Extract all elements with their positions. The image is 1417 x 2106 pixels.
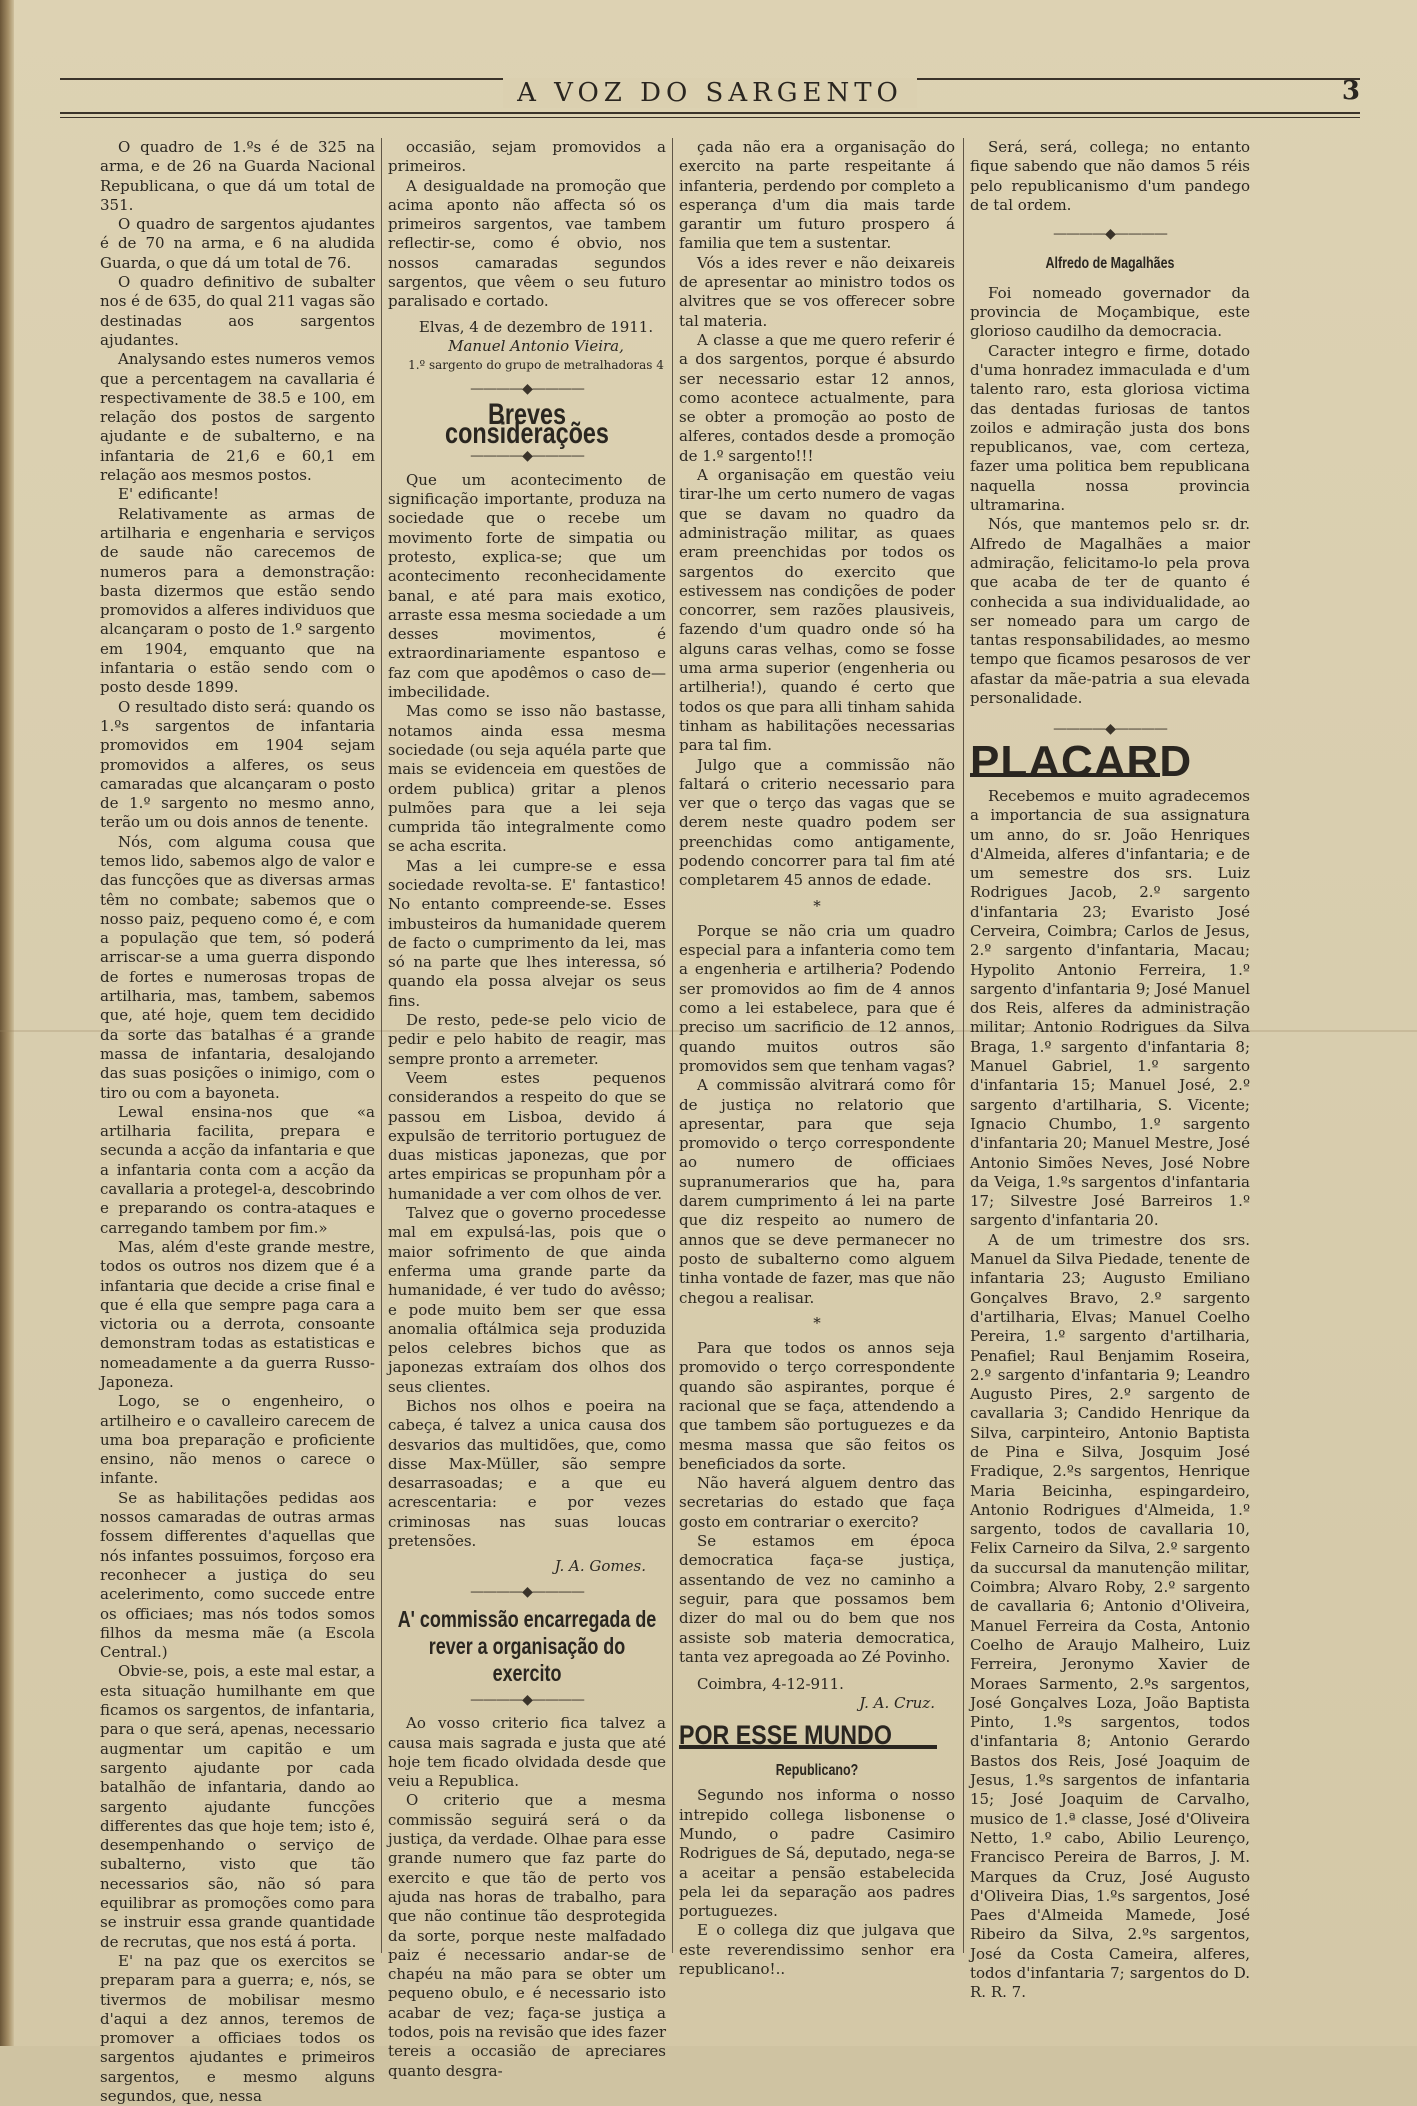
paragraph: Que um acontecimento de significação importante, produza na sociedade que o recebe um movimento forte de simpatia ou protesto, explica-se; que um acontecimento reconhecidamente banal, e até para mais exotico, arraste essa mesma sociedade a um desses movimentos, é extraordinariamente espantoso e faz com que apodêmos o caso de—imbecilidade. — [388, 470, 666, 702]
paragraph: Vós a ides rever e não deixareis de apresentar ao ministro todos os alvitres que se vos offerecer sobre tal materia. — [679, 253, 955, 330]
paragraph: E' na paz que os exercitos se preparam para a guerra; e, nós, se tivermos de mobilisar mesmo d'aqui a dez annos, teremos de promover a officiaes todos os sargentos ajudantes e primeiros sargentos, e mesmo alguns segundos, que, nessa — [100, 1951, 375, 2105]
paragraph: occasião, sejam promovidos a primeiros. — [388, 138, 666, 176]
paragraph: Veem estes pequenos considerandos a respeito do que se passou em Lisboa, devido á expulsão de territorio portuguez de duas misticas japonezas, que por artes empiricas se propunham pôr a humanidade a ver com olhos de ver. — [388, 1068, 666, 1203]
paragraph: Foi nomeado governador da provincia de Moçambique, este glorioso caudilho da democracia. — [970, 283, 1250, 341]
ornament-divider: ————◆———— — [1053, 226, 1167, 243]
paragraph: Para que todos os annos seja promovido o terço correspondente quando são aspirantes, porque é racional que se faça, attendendo a que tambem são portuguezes e da mesma massa que são feitos os beneficiados da sorte. — [679, 1339, 955, 1473]
article-heading: Breves considerações — [445, 397, 609, 451]
column-divider — [381, 138, 382, 1953]
dateline: Elvas, 4 de dezembro de 1911. — [418, 317, 654, 336]
paragraph: A classe a que me quero referir é a dos sargentos, porque é absurdo ser necessario estar 12 annos, como acontece actualmente, para se obter a promoção ao posto de alferes, contados desde a promoção de 1.º sargento!!! — [679, 330, 955, 465]
article-subheading: Republicano? — [775, 1762, 859, 1780]
paragraph: çada não era a organisação do exercito na parte respeitante á infanteria, perdendo por completo a esperança d'um dia mais tarde garantir um futuro prospero á familia que tem a sustentar. — [679, 138, 955, 253]
column-4 — [970, 138, 1250, 2018]
paragraph: A de um trimestre dos srs. Manuel da Silva Piedade, tenente de infantaria 23; Augusto Emiliano Gonçalves Bravo, 2.º sargento d'artilharia, Elvas; Manuel Coelho Pereira, 1.º sargento d'artilharia, Penafiel; Raul Benjamim Roseira, 2.º sargento d'infantaria 9; Leandro Augusto Pires, 2.º sargento de cavallaria 3; Candido Henrique da Silva, carpinteiro, Antonio Baptista de Pina e Silva, Josquim José Fradique, 2.ºs sargentos, Henrique Maria Beicinha, espingardeiro, Antonio Rodrigues d'Almeida, 1.º sargento, todos de cavallaria 10, Felix Carneiro da Silva, 2.º sargento da succursal da manutenção militar, Coimbra; Alvaro Roby, 2.º sargento de cavallaria 6; Antonio d'Oliveira, Manuel Ferreira da Costa, Antonio Coelho de Araujo Malheiro, Luiz Ferreira, Jeronymo Xavier de Moraes Sarmento, 2.ºs sargentos, José Gonçalves Loza, João Baptista Pinto, 1.ºs sargentos, todos d'infantaria 8; Antonio Gerardo Bastos dos Reis, José Joaquim de Jesus, 1.ºs sargentos de infantaria 15; José Joaquim de Carvalho, musico de 1.ª classe, José d'Oliveira Netto, 1.º cabo, Abilio Leurenço, Francisco Pereira de Barros, J. M. Marques da Cruz, José Augusto d'Oliveira Dias, 1.ºs sargentos, José Paes d'Almeida Mamede, José Ribeiro da Silva, 2.ºs sargentos, José da Costa Cameira, alferes, todos d'infantaria 7; sargentos do D. R. R. 7. — [970, 1230, 1250, 2002]
section-heading: POR ESSE MUNDO — [679, 1726, 937, 1749]
ornament-divider: ————◆———— — [470, 448, 584, 465]
paragraph: Será, será, collega; no entanto fique sabendo que não damos 5 réis pelo republicanismo d'um pandego de tal ordem. — [970, 138, 1250, 214]
paragraph: O resultado disto será: quando os 1.ºs sargentos de infantaria promovidos em 1904 sejam promovidos a alferes, os seus camaradas que alcançaram o posto de 1.º sargento no mesmo anno, terão um ou dois annos de tenente. — [100, 697, 375, 832]
column-divider — [963, 138, 964, 1953]
column-1 — [100, 138, 375, 2105]
paragraph: O quadro de sargentos ajudantes é de 70 na arma, e 6 na aludida Guarda, o que dá um total de 76. — [100, 215, 375, 272]
binding-edge — [0, 0, 14, 2046]
author-signature: J. A. Cruz. — [859, 1694, 935, 1713]
paragraph: Nós, com alguma cousa que temos lido, sabemos algo de valor e das funcções que as diversas armas têm no combate; sabemos que o nosso paiz, pequeno como é, e com a população que tem, só poderá arriscar-se a uma guerra dispondo de fortes e numerosas tropas de artilharia, mas, tambem, sabemos que, até hoje, quem tem decidido da sorte das batalhas é a grande massa de infantaria, desalojando das suas posições o inimigo, com o tiro ou com a bayoneta. — [100, 832, 375, 1102]
column-3 — [679, 138, 955, 2018]
ornament-divider: ————◆———— — [470, 380, 584, 397]
paragraph: Mas a lei cumpre-se e essa sociedade revolta-se. E' fantastico! No entanto compreende-se. Esses imbusteiros da humanidade querem de facto o cumprimento da lei, mas só na parte que lhes interessa, só quando ela possa alvejar os seus fins. — [388, 856, 666, 1010]
section-heading: PLACARD — [970, 736, 1193, 786]
paragraph: Mas, além d'este grande mestre, todos os outros nos dizem que é a infantaria que decide a crise final e que é ella que sempre paga cara a victoria ou a derrota, consoante demonstram todas as estatisticas e nomeadamente a da guerra Russo-Japoneza. — [100, 1237, 375, 1391]
paragraph: A commissão alvitrará como fôr de justiça no relatorio que apresentar, para que seja promovido o terço correspondente ao numero de officiaes supranumerarios que ha, para darem cumprimento á lei na parte que diz respeito ao numero de annos que se deve permanecer no posto de subalterno como alguem tinha vontade de fazer, mas que não chegou a realisar. — [679, 1076, 955, 1307]
paragraph: Lewal ensina-nos que «a artilharia facilita, prepara e secunda a acção da infantaria e que a infantaria conta com a acção da cavallaria a protegel-a, descobrindo e preparando os contra-ataques e carregando tambem por fim.» — [100, 1102, 375, 1237]
paragraph: Julgo que a commissão não faltará o criterio necessario para ver que o terço das vagas que se derem neste quadro podem ser preenchidas como antigamente, podendo concorrer para tal fim até completarem 45 annos de edade. — [679, 755, 955, 890]
paragraph: Obvie-se, pois, a este mal estar, a esta situação humilhante em que ficamos os sargentos, de infantaria, para o que será, apenas, necessario augmentar um capitão e um sargento ajudante por cada batalhão de infantaria, dando ao sargento ajudante funcções differentes das que hoje tem; isto é, desempenhando o serviço de subalterno, visto que tão necessarios são, não só para equilibrar as promoções como para se instruir essa grande quantidade de recrutas, que nos está á porta. — [100, 1662, 375, 1951]
paragraph: Não haverá alguem dentro das secretarias do estado que faça gosto em contrariar o exercito? — [679, 1474, 955, 1531]
newspaper-title-text: A VOZ DO SARGENTO — [503, 78, 917, 108]
masthead-rule-bottom — [60, 112, 1360, 118]
paragraph: Analysando estes numeros vemos que a percentagem na cavallaria é respectivamente de 38.5 e 100, em relação dos postos de sargento ajudante e de subalterno, e na infantaria de 21,6 e 60,1 em relação aos mesmos postos. — [100, 350, 375, 485]
paragraph: De resto, pede-se pelo vicio de pedir e pelo habito de reagir, mas sempre pronto a arremeter. — [388, 1011, 666, 1068]
paragraph: A organisação em questão veiu tirar-lhe um certo numero de vagas que se davam no quadro da administração militar, as quaes eram preenchidas por todos os sargentos do exercito que estivessem nas condições de poder concorrer, sem razões plausiveis, fazendo d'um quadro onde só ha alguns caras velhas, como se fosse uma arma superior (engenheria ou artilheria!), quando é certo que todos os que para alli tinham sahida tinham as habilitações necessarias para tal fim. — [679, 466, 955, 755]
paragraph: O quadro de 1.ºs é de 325 na arma, e de 26 na Guarda Nacional Republicana, o que dá um total de 351. — [100, 138, 375, 214]
page-number: 3 — [1341, 76, 1360, 106]
paragraph: E' edificante! — [118, 485, 220, 504]
paragraph: O quadro definitivo de subalter nos é de 635, do qual 211 vagas são destinadas aos sargentos ajudantes. — [100, 273, 375, 349]
article-heading: A' commissão encarregada de rever a organisação do exercito — [397, 1605, 657, 1686]
paragraph: Bichos nos olhos e poeira na cabeça, é talvez a unica causa dos desvarios das multidões, que, como disse Max-Müller, são sempre desarrasoadas; e a que eu acrescentaria: e por vezes criminosas nas suas loucas pretensões. — [388, 1397, 666, 1551]
paragraph: Porque se não cria um quadro especial para a infanteria como tem a engenheria e artilheria? Podendo ser promovidos ao fim de 4 annos como a lei estabelece, para que é preciso um sacrificio de 12 annos, quando muitos outros são promovidos sem que tenham vagas? — [679, 921, 955, 1075]
paragraph: Recebemos e muito agradecemos a importancia de sua assignatura um anno, do sr. João Henriques d'Almeida, alferes d'infantaria; e de um semestre dos srs. Luiz Rodrigues Jacob, 2.º sargento d'infantaria 23; Evaristo José Cerveira, Coimbra; Carlos de Jesus, 2.º sargento d'infantaria, Macau; Hypolito Antonio Ferreira, 1.º sargento d'infantaria 9; José Manuel dos Reis, alferes da administração militar; Antonio Rodrigues da Silva Braga, 1.º sargento d'infantaria 8; Manuel Gabriel, 1.º sargento d'infantaria 15; Manuel José, 2.º sargento d'artilharia, S. Vicente; Ignacio Chumbo, 1.º sargento d'infantaria 20; Manuel Mestre, José Antonio Simões Neves, José Nobre da Veiga, 1.ºs sargentos d'infantaria 17; Silvestre José Barreiros 1.º sargento d'infantaria 20. — [970, 786, 1250, 1230]
paragraph: Logo, se o engenheiro, o artilheiro e o cavalleiro carecem de uma boa preparação e proficiente ensino, não menos o carece o infante. — [100, 1392, 375, 1488]
author-signature: J. A. Gomes. — [554, 1557, 646, 1576]
column-divider — [672, 138, 673, 1953]
ornament-divider: ————◆———— — [1053, 721, 1167, 738]
section-star: * — [813, 1313, 821, 1332]
author-caption: 1.º sargento do grupo de metralhadoras 4 — [408, 358, 664, 373]
paragraph: Talvez que o governo procedesse mal em expulsá-las, pois que o maior sofrimento de que ainda enferma uma grande parte da humanidade, é ver tudo do avêsso; e pode muito bem ser que essa anomalia oftálmica seja produzida pelos celebres bichos que as japonezas extraíam dos olhos dos seus clientes. — [388, 1204, 666, 1396]
ornament-divider: ————◆———— — [470, 1691, 584, 1708]
paragraph: Relativamente as armas de artilharia e engenharia e serviços de saude não carecemos de numeros para a demonstração: basta dizermos que estão sendo promovidos a alferes individuos que alcançaram o posto de 1.º sargento em 1904, emquanto que na infantaria o estão sendo com o posto desde 1899. — [100, 504, 375, 697]
paragraph: E o collega diz que julgava que este reverendissimo senhor era republicano!.. — [679, 1921, 955, 1979]
paragraph: Se estamos em época democratica faça-se justiça, assentando de vez no caminho a seguir, para que possamos bem dizer do mal ou do bem que nos assiste sob materia democratica, tanta vez apregoada ao Zé Povinho. — [679, 1532, 955, 1666]
paragraph: Mas como se isso não bastasse, notamos ainda essa mesma sociedade (ou seja aquéla parte que mais se evidenceia em questões de ordem publica) gritar a plenos pulmões para que a lei seja cumprida tão integralmente como se acha escrita. — [388, 702, 666, 856]
paragraph: Nós, que mantemos pelo sr. dr. Alfredo de Magalhães a maior admiração, felicitamo-lo pela prova que acaba de ter de quanto é conhecida a sua individualidade, ao ser nomeado para um cargo de tantas responsabilidades, ao mesmo tempo que ficamos pesarosos de ver afastar da mãe-patria a sua elevada personalidade. — [970, 515, 1250, 708]
dateline: Coimbra, 4-12-911. — [697, 1675, 844, 1694]
author-signature: Manuel Antonio Vieira, — [448, 336, 624, 355]
paragraph: Se as habilitações pedidas aos nossos camaradas de outras armas fossem differentes d'aquellas que nós infantes possuimos, forçoso era reconhecer a justiça do seu acelerimento, como succede entre os officiaes; mas nós todos somos filhos da mesma mãe (a Escola Central.) — [100, 1488, 375, 1662]
masthead — [60, 68, 1360, 118]
paragraph: A desigualdade na promoção que acima aponto não affecta só os primeiros sargentos, vae tambem reflectir-se, como é obvio, nos nossos camaradas segundos sargentos, que vêem o seu futuro paralisado e cortado. — [388, 176, 666, 311]
section-star: * — [813, 896, 821, 915]
ornament-divider: ————◆———— — [470, 1583, 584, 1600]
paragraph: Caracter integro e firme, dotado d'uma honradez immaculada e d'um talento raro, esta gloriosa victima das dentadas furiosas de tantos zoilos e admiração justa dos bons republicanos, vae, com certeza, fazer uma politica bem republicana naquella nossa provincia ultramarina. — [970, 341, 1250, 515]
paragraph: Ao vosso criterio fica talvez a causa mais sagrada e justa que até hoje tem ficado olvidada desde que veiu a Republica. — [388, 1714, 666, 1791]
column-2 — [388, 138, 666, 2080]
newspaper-title — [60, 78, 1360, 108]
paragraph: O criterio que a mesma commissão seguirá será o da justiça, da verdade. Olhae para esse grande numero que faz parte do exercito e que tão de perto vos ajuda nas horas de trabalho, para que não continue tão desprotegida da sorte, porque neste malfadado paiz é necessario andar-se de chapéu na mão para se obter um pequeno obulo, e é necessario isto acabar de vez; faça-se justiça a todos, pois na revisão que ides fazer tereis a occasião de apreciares quanto desgra- — [388, 1791, 666, 2080]
paragraph: Segundo nos informa o nosso intrepido collega lisbonense o Mundo, o padre Casimiro Rodrigues de Sá, deputado, nega-se a aceitar a pensão estabelecida pela lei da separação aos padres portuguezes. — [679, 1786, 955, 1921]
article-subheading: Alfredo de Magalhães — [1045, 255, 1175, 273]
